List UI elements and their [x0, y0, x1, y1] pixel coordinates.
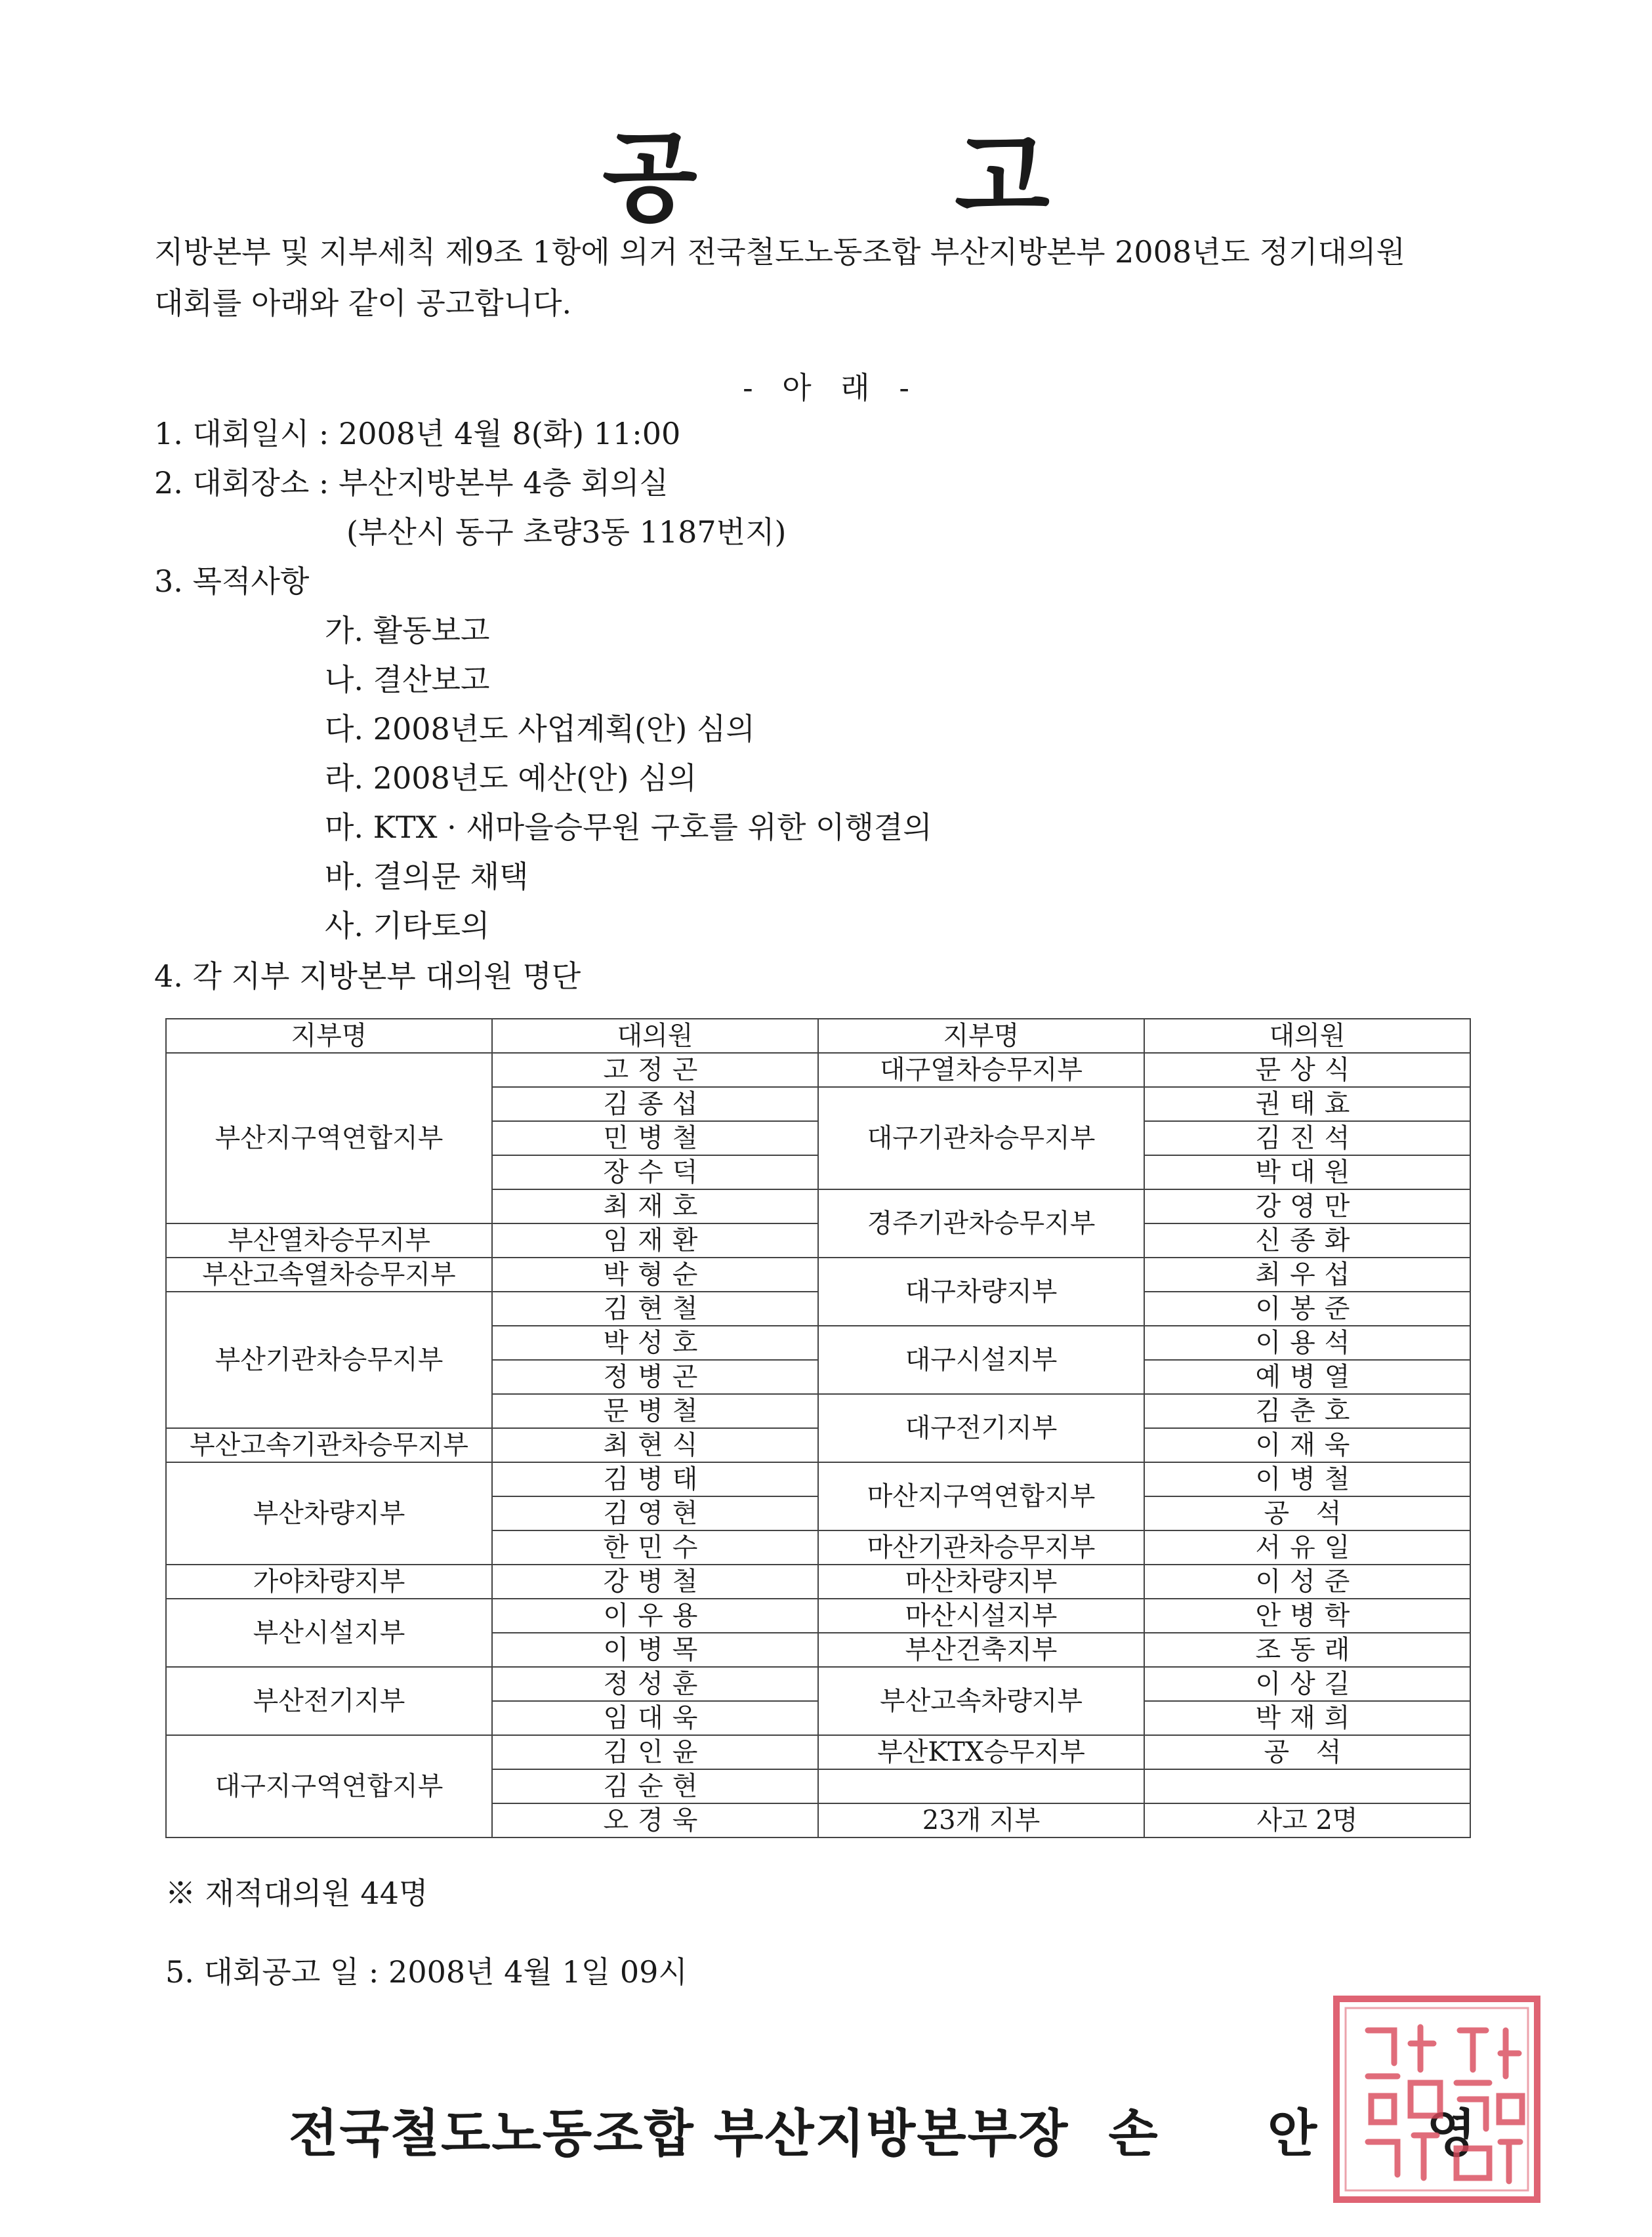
enrolled-note: ※ 재적대의원 44명	[165, 1876, 428, 1911]
delegate-cell: 이봉준	[1144, 1292, 1470, 1326]
delegate-cell: 서유일	[1144, 1530, 1470, 1565]
delegate-cell: 신종화	[1144, 1223, 1470, 1258]
delegate-cell: 박형순	[492, 1258, 818, 1292]
purpose-item: 사. 기타토의	[325, 908, 490, 943]
delegate-cell: 박재희	[1144, 1701, 1470, 1735]
branch-cell: 부산고속열차승무지부	[166, 1258, 492, 1292]
table-row	[166, 1258, 1470, 1292]
intro-paragraph	[154, 226, 1499, 329]
delegate-cell: 최우섭	[1144, 1258, 1470, 1292]
delegate-cell: 강영만	[1144, 1189, 1470, 1223]
delegate-cell: 정성훈	[492, 1667, 818, 1701]
signature-title: 전국철도노동조합 부산지방본부장	[289, 2104, 1069, 2164]
item-3-purpose: 3. 목적사항	[154, 564, 310, 599]
delegate-cell: 김영현	[492, 1496, 818, 1530]
total-branches-cell: 23개 지부	[818, 1803, 1144, 1837]
purpose-item: 가. 활동보고	[325, 613, 490, 648]
delegate-cell: 이상길	[1144, 1667, 1470, 1701]
table-row	[166, 1667, 1470, 1701]
branch-cell: 대구열차승무지부	[818, 1053, 1144, 1087]
branch-cell: 부산기관차승무지부	[166, 1292, 492, 1428]
table-header-row	[166, 1019, 1470, 1053]
delegate-cell: 박성호	[492, 1326, 818, 1360]
header-branch: 지부명	[818, 1019, 1144, 1053]
delegate-cell: 김순현	[492, 1769, 818, 1803]
table-row	[166, 1565, 1470, 1599]
item-2-address: (부산시 동구 초량3동 1187번지)	[346, 514, 787, 550]
delegate-cell: 오경욱	[492, 1803, 818, 1837]
branch-cell: 부산고속차량지부	[818, 1667, 1144, 1735]
header-delegate: 대의원	[492, 1019, 818, 1053]
branch-cell: 부산시설지부	[166, 1599, 492, 1667]
item-5-notice-date: 5. 대회공고 일 : 2008년 4월 1일 09시	[165, 1954, 688, 1990]
delegate-cell: 이용석	[1144, 1326, 1470, 1360]
page-title: 공 고	[602, 121, 1162, 236]
delegate-cell: 박대원	[1144, 1155, 1470, 1189]
purpose-item: 다. 2008년도 사업계획(안) 심의	[325, 711, 755, 747]
intro-line-1: 지방본부 및 지부세칙 제9조 1항에 의거 전국철도노동조합 부산지방본부 2008년도 정기대의원	[154, 234, 1405, 270]
delegate-cell: 안병학	[1144, 1599, 1470, 1633]
item-4-roster-heading: 4. 각 지부 지방본부 대의원 명단	[154, 958, 581, 994]
delegate-cell: 공 석	[1144, 1735, 1470, 1769]
branch-cell: 대구지구역연합지부	[166, 1735, 492, 1837]
delegate-cell: 김현철	[492, 1292, 818, 1326]
branch-cell: 부산전기지부	[166, 1667, 492, 1735]
delegate-cell: 한민수	[492, 1530, 818, 1565]
delegate-cell: 김인윤	[492, 1735, 818, 1769]
branch-cell: 대구기관차승무지부	[818, 1087, 1144, 1189]
delegate-cell: 최현식	[492, 1428, 818, 1462]
delegate-cell: 고정곤	[492, 1053, 818, 1087]
total-absent-cell: 사고 2명	[1144, 1803, 1470, 1837]
table-row	[166, 1462, 1470, 1496]
item-2-venue: 2. 대회장소 : 부산지방본부 4층 회의실	[154, 465, 669, 501]
table-row	[166, 1735, 1470, 1769]
table-row	[166, 1599, 1470, 1633]
branch-cell: 경주기관차승무지부	[818, 1189, 1144, 1258]
branch-cell: 대구시설지부	[818, 1326, 1144, 1394]
delegate-cell: 정병곤	[492, 1360, 818, 1394]
delegate-cell: 임대욱	[492, 1701, 818, 1735]
empty-cell	[818, 1769, 1144, 1803]
delegate-cell: 김춘호	[1144, 1394, 1470, 1428]
purpose-item: 라. 2008년도 예산(안) 심의	[325, 760, 697, 796]
delegate-cell: 김병태	[492, 1462, 818, 1496]
intro-line-2: 대회를 아래와 같이 공고합니다.	[154, 285, 572, 321]
branch-cell: 대구차량지부	[818, 1258, 1144, 1326]
delegate-cell: 이우용	[492, 1599, 818, 1633]
branch-cell: 대구전기지부	[818, 1394, 1144, 1462]
branch-cell: 부산건축지부	[818, 1633, 1144, 1667]
signature-name: 손 안 영	[1108, 2104, 1522, 2164]
branch-cell: 마산시설지부	[818, 1599, 1144, 1633]
branch-cell: 부산차량지부	[166, 1462, 492, 1565]
delegate-cell: 문병철	[492, 1394, 818, 1428]
signature-line	[289, 2093, 1522, 2166]
delegate-cell: 공 석	[1144, 1496, 1470, 1530]
purpose-item: 마. KTX · 새마을승무원 구호를 위한 이행결의	[325, 810, 932, 845]
item-1-date: 1. 대회일시 : 2008년 4월 8(화) 11:00	[154, 416, 681, 451]
header-delegate: 대의원	[1144, 1019, 1470, 1053]
delegate-cell: 김종섭	[492, 1087, 818, 1121]
delegate-cell: 이성준	[1144, 1565, 1470, 1599]
delegate-cell: 조동래	[1144, 1633, 1470, 1667]
purpose-item: 바. 결의문 채택	[325, 859, 529, 894]
branch-cell: 가야차량지부	[166, 1565, 492, 1599]
branch-cell: 마산기관차승무지부	[818, 1530, 1144, 1565]
branch-cell: 부산열차승무지부	[166, 1223, 492, 1258]
delegate-cell: 예병열	[1144, 1360, 1470, 1394]
branch-cell: 마산차량지부	[818, 1565, 1144, 1599]
branch-cell: 부산고속기관차승무지부	[166, 1428, 492, 1462]
branch-cell: 부산KTX승무지부	[818, 1735, 1144, 1769]
branch-cell: 마산지구역연합지부	[818, 1462, 1144, 1530]
delegate-cell: 임재환	[492, 1223, 818, 1258]
delegate-cell: 민병철	[492, 1121, 818, 1155]
delegate-cell: 최재호	[492, 1189, 818, 1223]
delegate-cell: 문상식	[1144, 1053, 1470, 1087]
table-row	[166, 1053, 1470, 1087]
below-heading: - 아 래 -	[743, 370, 909, 405]
empty-cell	[1144, 1769, 1470, 1803]
delegate-cell: 강병철	[492, 1565, 818, 1599]
official-seal-icon	[1329, 1991, 1545, 2207]
branch-cell: 부산지구역연합지부	[166, 1053, 492, 1223]
delegate-cell: 이병철	[1144, 1462, 1470, 1496]
delegate-cell: 권태효	[1144, 1087, 1470, 1121]
header-branch: 지부명	[166, 1019, 492, 1053]
purpose-item: 나. 결산보고	[325, 662, 490, 697]
delegate-cell: 이재욱	[1144, 1428, 1470, 1462]
delegate-cell: 이병목	[492, 1633, 818, 1667]
delegate-table	[165, 1018, 1471, 1838]
delegate-cell: 장수덕	[492, 1155, 818, 1189]
delegate-cell: 김진석	[1144, 1121, 1470, 1155]
